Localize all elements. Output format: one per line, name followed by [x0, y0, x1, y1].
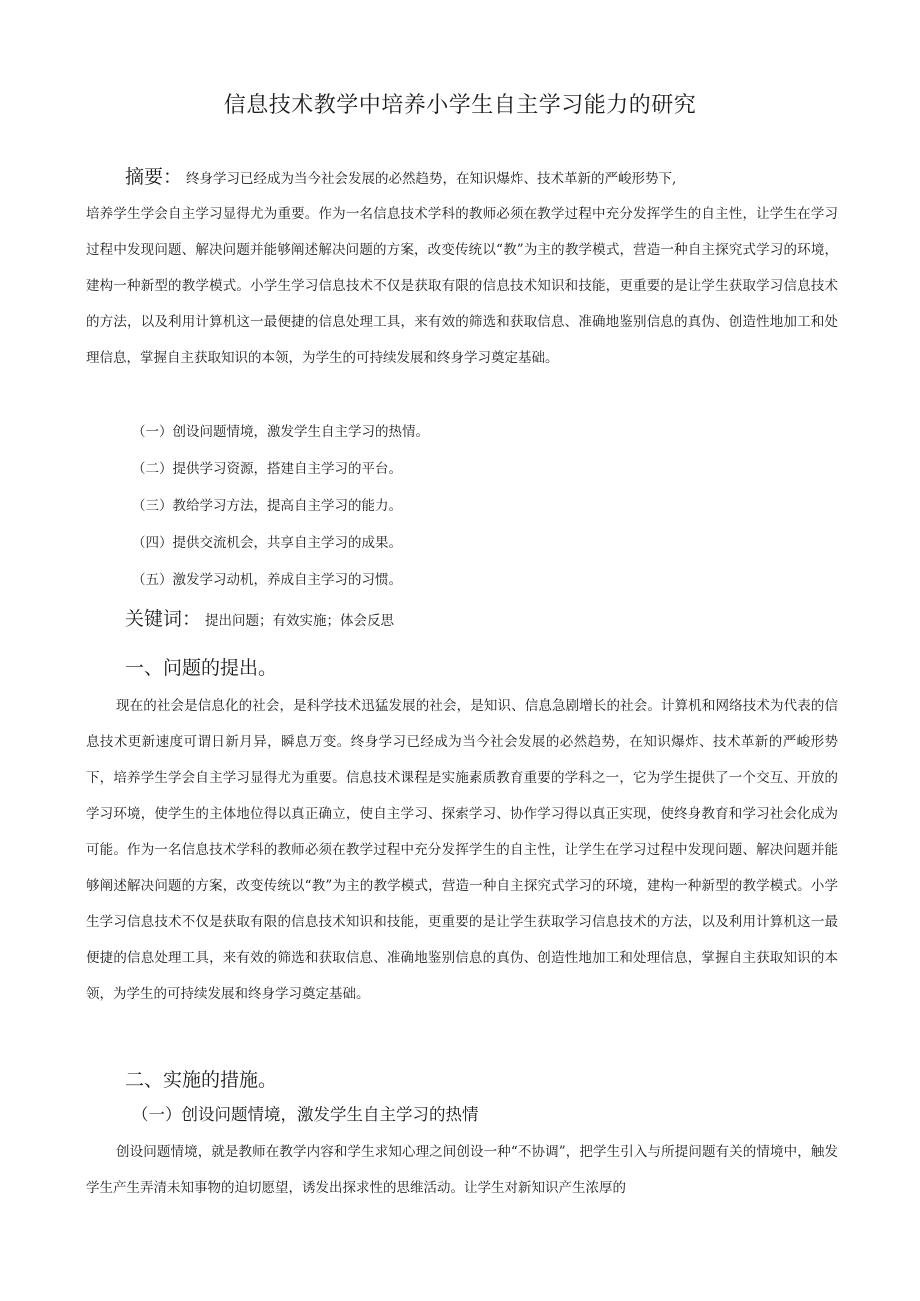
section2-body: 创设问题情境，就是教师在教学内容和学生求知心理之间创设一种“不协调”，把学生引入与所提问题有关的情境中，触发学生产生弄清未知事物的迫切愿望，诱发出探求性的思维活动。让学生对新知识产生浓厚的 — [86, 1144, 838, 1196]
keywords-text: 提出问题；有效实施；体会反思 — [205, 613, 395, 629]
section1-heading: 一、问题的提出。 — [125, 657, 278, 679]
abstract-point: （五）激发学习动机，养成自主学习的习惯。 — [132, 572, 402, 588]
abstract-point: （四）提供交流机会，共享自主学习的成果。 — [132, 535, 402, 551]
keywords-label: 关键词： — [125, 608, 202, 630]
section2-heading: 二、实施的措施。 — [125, 1069, 278, 1091]
keywords-line — [125, 604, 394, 636]
section2-subheading: （一）创设问题情境，激发学生自主学习的热情 — [132, 1105, 479, 1124]
document-title: 信息技术教学中培养小学生自主学习能力的研究 — [223, 93, 697, 118]
abstract-points — [132, 418, 429, 603]
abstract-point: （一）创设问题情境，激发学生自主学习的热情。 — [132, 424, 429, 440]
abstract-lead: 终身学习已经成为当今社会发展的必然趋势，在知识爆炸、技术革新的严峻形势下, — [186, 171, 677, 187]
abstract-heading — [125, 164, 845, 192]
section1-body: 现在的社会是信息化的社会，是科学技术迅猛发展的社会，是知识、信息急剧增长的社会。计算机和网络技术为代表的信息技术更新速度可谓日新月异，瞬息万变。终身学习已经成为当今社会发展的必然趋势，在知识爆炸、技术革新的严峻形势下，培养学生学会自主学习显得尤为重要。信息技术课程是实施素质教育重要的学科之一，它为学生提供了一个交互、开放的学习环境，使学生的主体地位得以真正确立，使自主学习、探索学习、协作学习得以真正实现，使终身教育和学习社会化成为可能。作为一名信息技术学科的教师必须在教学过程中充分发挥学生的自主性，让学生在学习过程中发现问题、解决问题并能够阐述解决问题的方案，改变传统以“教”为主的教学模式，营造一种自主探究式学习的环境，建构一种新型的教学模式。小学生学习信息技术不仅是获取有限的信息技术知识和技能，更重要的是让学生获取学习信息技术的方法，以及利用计算机这一最便捷的信息处理工具，来有效的筛选和获取信息、准确地鉴别信息的真伪、创造性地加工和处理信息，掌握自主获取知识的本领，为学生的可持续发展和终身学习奠定基础。 — [86, 698, 838, 1002]
abstract-point: （三）教给学习方法，提高自主学习的能力。 — [132, 498, 402, 514]
abstract-label: 摘要： — [125, 166, 183, 188]
abstract-point: （二）提供学习资源，搭建自主学习的平台。 — [132, 461, 402, 477]
abstract-body: 培养学生学会自主学习显得尤为重要。作为一名信息技术学科的教师必须在教学过程中充分发挥学生的自主性，让学生在学习过程中发现问题、解决问题并能够阐述解决问题的方案，改变传统以“教”为主的教学模式，营造一种自主探究式学习的环境，建构一种新型的教学模式。小学生学习信息技术不仅是获取有限的信息技术知识和技能，更重要的是让学生获取学习信息技术的方法，以及利用计算机这一最便捷的信息处理工具，来有效的筛选和获取信息、准确地鉴别信息的真伪、创造性地加工和处理信息，掌握自主获取知识的本领，为学生的可持续发展和终身学习奠定基础。 — [86, 206, 838, 366]
